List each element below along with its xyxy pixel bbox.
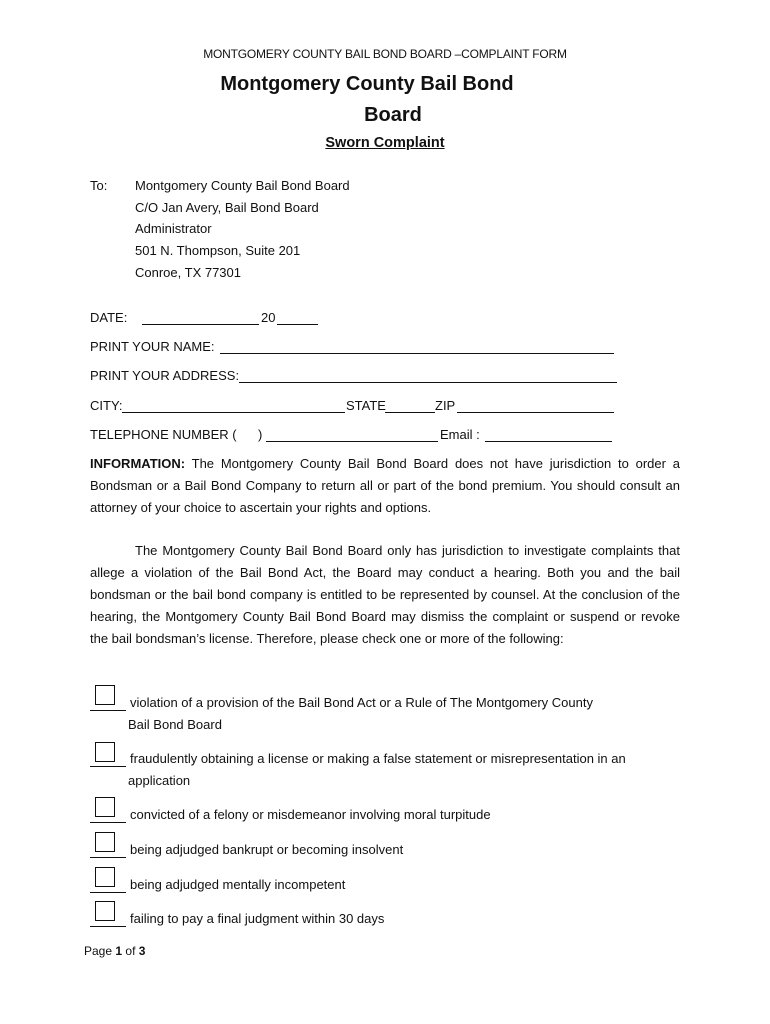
name-label: PRINT YOUR NAME:: [90, 339, 215, 354]
city-input[interactable]: [122, 398, 345, 413]
date-input[interactable]: [142, 310, 259, 325]
to-line: C/O Jan Avery, Bail Bond Board: [135, 200, 319, 215]
to-line: 501 N. Thompson, Suite 201: [135, 243, 301, 258]
year-prefix: 20: [261, 310, 276, 325]
zip-input[interactable]: [457, 398, 614, 413]
zip-label: ZIP: [435, 398, 456, 413]
to-line: Montgomery County Bail Bond Board: [135, 178, 350, 193]
information-paragraph: [90, 453, 680, 519]
title-line-2: Board: [364, 104, 422, 126]
form-header: MONTGOMERY COUNTY BAIL BOND BOARD –COMPLAINT FORM: [203, 47, 567, 61]
date-label: DATE:: [90, 310, 128, 325]
page-word: Page: [84, 944, 113, 958]
address-label: PRINT YOUR ADDRESS:: [90, 368, 240, 383]
checklist-item-text: violation of a provision of the Bail Bond Act or a Rule of The Montgomery County: [130, 695, 593, 710]
of-word: of: [125, 944, 136, 958]
phone-close-paren: ): [258, 427, 263, 442]
area-code-input[interactable]: [236, 427, 256, 441]
phone-label: TELEPHONE NUMBER (: [90, 427, 237, 442]
email-label: Email :: [440, 427, 480, 442]
state-input[interactable]: [385, 398, 435, 413]
state-label: STATE: [346, 398, 386, 413]
page-number: 1: [115, 944, 123, 958]
checklist-item-text: Bail Bond Board: [128, 717, 222, 732]
information-text: The Montgomery County Bail Bond Board does not have jurisdiction to order a Bondsman or a Bail Bond Company to return all or part of the bond premium. You should consult an attorney of your choice to ascertain your rights and options.: [90, 456, 680, 515]
checklist-item-text: convicted of a felony or misdemeanor involving moral turpitude: [130, 807, 491, 822]
city-label: CITY:: [90, 398, 123, 413]
jurisdiction-text: The Montgomery County Bail Bond Board only has jurisdiction to investigate complaints that allege a violation of the Bail Bond Act, the Board may conduct a hearing. Both you and the bail bondsman or the bail bond company is entitled to be represented by counsel. At the conclusion of the hearing, the Montgomery County Bail Bond Board may dismiss the complaint or suspend or revoke the bail bondsman’s license. Therefore, please check one or more of the following:: [90, 543, 680, 646]
information-label: INFORMATION:: [90, 456, 186, 471]
year-input[interactable]: [277, 310, 318, 325]
checklist-item-text: application: [128, 773, 191, 788]
subtitle: Sworn Complaint: [325, 135, 445, 151]
address-input[interactable]: [239, 368, 617, 383]
to-label: To:: [90, 178, 108, 193]
page-total: 3: [138, 944, 146, 958]
checklist-item-text: failing to pay a final judgment within 30 days: [130, 911, 385, 926]
to-line: Administrator: [135, 221, 212, 236]
email-input[interactable]: [485, 427, 612, 442]
page-footer: [84, 944, 145, 958]
phone-input[interactable]: [266, 427, 438, 442]
checklist-item-text: being adjudged bankrupt or becoming insolvent: [130, 842, 404, 857]
checklist-item-text: fraudulently obtaining a license or making a false statement or misrepresentation in an: [130, 751, 626, 766]
title-line-1: Montgomery County Bail Bond: [220, 73, 514, 95]
to-line: Conroe, TX 77301: [135, 265, 241, 280]
checklist-item-text: being adjudged mentally incompetent: [130, 877, 346, 892]
jurisdiction-paragraph: [90, 540, 680, 650]
name-input[interactable]: [220, 339, 614, 354]
